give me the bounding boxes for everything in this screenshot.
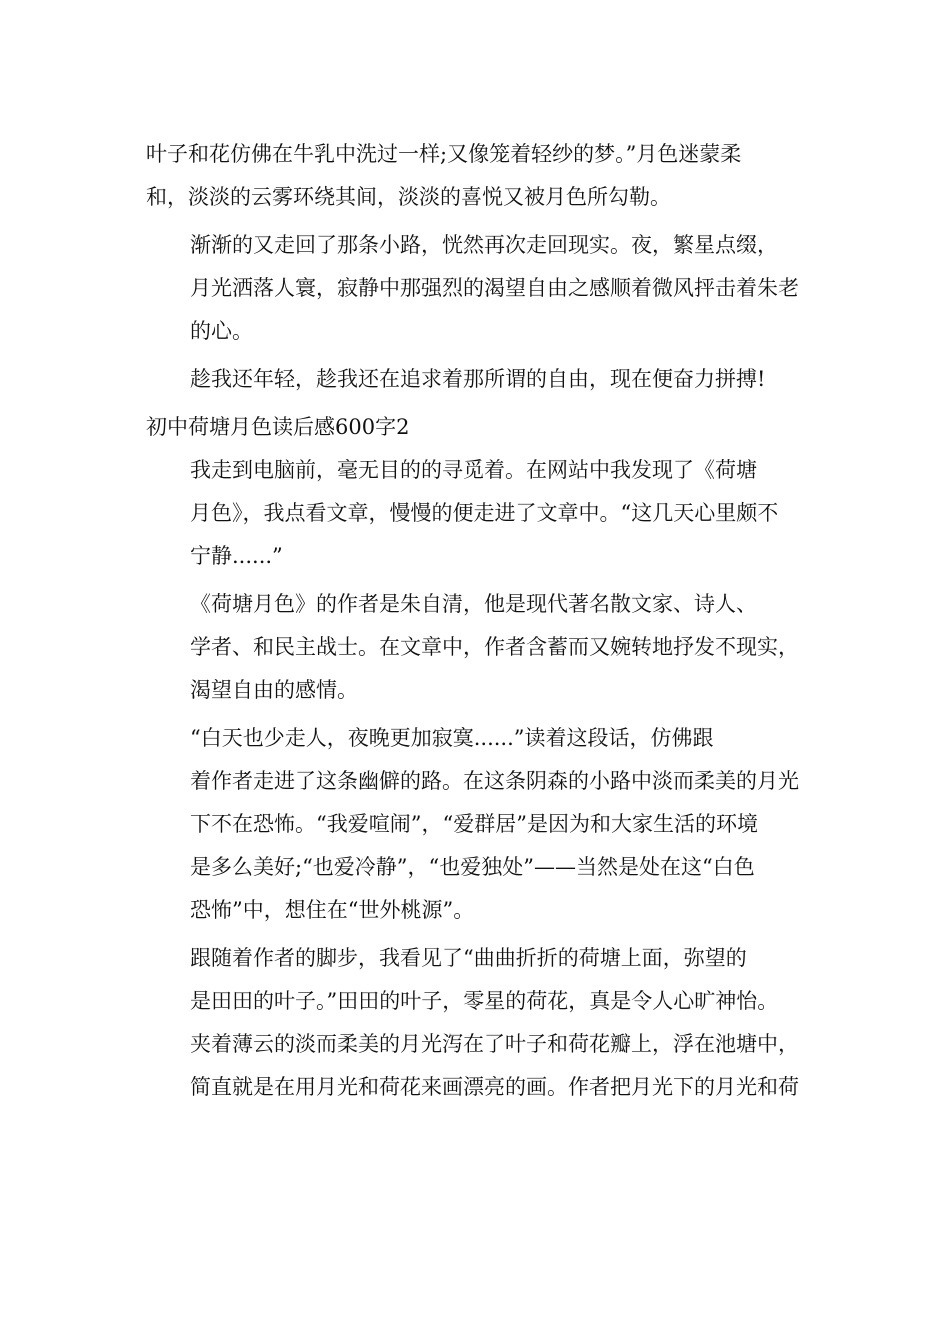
text-line: 初中荷塘月色读后感600字2 (146, 415, 410, 439)
text-line: 和，淡淡的云雾环绕其间，淡淡的喜悦又被月色所勾勒。 (146, 185, 671, 209)
paragraph (146, 937, 830, 1109)
paragraph (146, 583, 830, 712)
text-line: 学者、和民主战士。在文章中，作者含蓄而又婉转地抒发不现实， (190, 635, 799, 659)
paragraph (146, 224, 830, 353)
text-line: 叶子和花仿佛在牛乳中洗过一样;又像笼着轻纱的梦。”月色迷蒙柔 (146, 142, 742, 166)
text-line: 着作者走进了这条幽僻的路。在这条阴森的小路中淡而柔美的月光 (190, 769, 799, 793)
text-line: 趁我还年轻，趁我还在追求着那所谓的自由，现在便奋力拼搏! (190, 367, 766, 391)
text-line: 下不在恐怖。“我爱喧闹”，“爱群居”是因为和大家生活的环境 (190, 812, 758, 836)
text-line: 《荷塘月色》的作者是朱自清，他是现代著名散文家、诗人、 (190, 592, 757, 616)
text-line: 月色》，我点看文章，慢慢的便走进了文章中。“这几天心里颇不 (190, 501, 779, 525)
document-body (146, 133, 830, 1114)
text-line: 夹着薄云的淡而柔美的月光泻在了叶子和荷花瓣上，浮在池塘中， (190, 1032, 799, 1056)
text-line: “白天也少走人，夜晚更加寂寞......”读着这段话，仿佛跟 (190, 726, 714, 750)
text-line: 恐怖”中，想住在“世外桃源”。 (190, 898, 475, 922)
text-line: 是田田的叶子。”田田的叶子，零星的荷花，真是令人心旷神怡。 (190, 989, 779, 1013)
paragraph (146, 133, 830, 219)
text-line: 是多么美好;“也爱冷静”，“也爱独处”——当然是处在这“白色 (190, 855, 755, 879)
text-line: 我走到电脑前，毫无目的的寻觅着。在网站中我发现了《荷塘 (190, 458, 757, 482)
text-line: 渴望自由的感情。 (190, 678, 358, 702)
text-line: 月光洒落人寰，寂静中那强烈的渴望自由之感顺着微风抨击着朱老 (190, 276, 799, 300)
text-line: 简直就是在用月光和荷花来画漂亮的画。作者把月光下的月光和荷 (190, 1075, 799, 1099)
paragraph (146, 717, 830, 932)
paragraph (146, 358, 830, 401)
section-heading (146, 406, 830, 449)
text-line: 的心。 (190, 319, 253, 343)
text-line: 渐渐的又走回了那条小路，恍然再次走回现实。夜，繁星点缀， (190, 233, 778, 257)
text-line: 宁静......” (190, 544, 283, 568)
paragraph (146, 449, 830, 578)
text-line: 跟随着作者的脚步，我看见了“曲曲折折的荷塘上面，弥望的 (190, 946, 747, 970)
